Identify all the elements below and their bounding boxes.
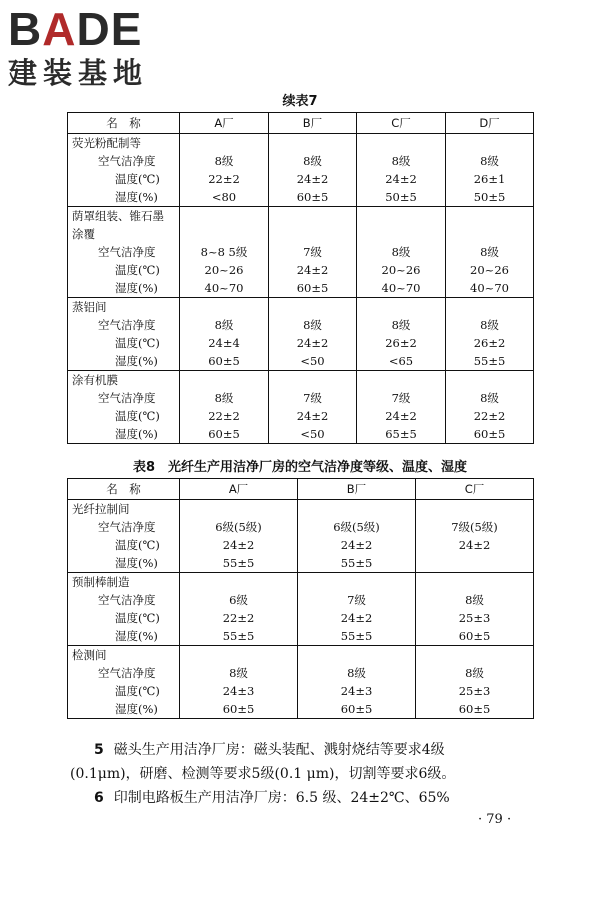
table8-group-title-row — [68, 500, 534, 519]
table7-value-cell: <50 — [269, 425, 357, 444]
table7-empty-cell — [446, 134, 534, 153]
param-temperature: 温度(℃) — [68, 261, 180, 279]
table8-empty-cell — [180, 646, 298, 665]
table7-empty-cell — [446, 207, 534, 226]
table7-group-title: 涂覆 — [68, 225, 180, 243]
logo-subtitle: 建装基地 — [8, 56, 149, 90]
table7-value-cell: 8级 — [357, 316, 446, 334]
table7-data-row — [68, 389, 534, 407]
table7-value-cell: 24±2 — [357, 170, 446, 188]
table8-empty-cell — [416, 500, 534, 519]
table8-data-row — [68, 682, 534, 700]
table7-empty-cell — [357, 207, 446, 226]
table8-value-cell: 22±2 — [180, 609, 298, 627]
table7-group-title-row — [68, 207, 534, 226]
table8-data-row — [68, 700, 534, 719]
table8-value-cell: 55±5 — [298, 554, 416, 573]
table7-empty-cell — [357, 225, 446, 243]
table7-data-row — [68, 261, 534, 279]
table7-data-row — [68, 243, 534, 261]
table8-value-cell: 8级 — [416, 664, 534, 682]
table8-empty-cell — [298, 573, 416, 592]
table8-group-title: 检测间 — [68, 646, 180, 665]
table7-empty-cell — [269, 207, 357, 226]
table7-data-row — [68, 152, 534, 170]
table7-group-title-row — [68, 371, 534, 390]
table7-group-title-row — [68, 225, 534, 243]
param-humidity: 湿度(%) — [68, 425, 180, 444]
table8-group-title: 光纤拉制间 — [68, 500, 180, 519]
table8-data-row — [68, 591, 534, 609]
table7-value-cell: 22±2 — [446, 407, 534, 425]
param-cleanliness: 空气洁净度 — [68, 591, 180, 609]
table8-value-cell: 24±2 — [298, 609, 416, 627]
table7-value-cell: 8~8 5级 — [180, 243, 269, 261]
table8-data-row — [68, 609, 534, 627]
table7-value-cell: 8级 — [446, 243, 534, 261]
table7-data-row — [68, 170, 534, 188]
table8-value-cell: 60±5 — [180, 700, 298, 719]
param-humidity: 湿度(%) — [68, 554, 180, 573]
table8-value-cell: 60±5 — [416, 627, 534, 646]
table8-value-cell: 55±5 — [298, 627, 416, 646]
table7-group-title-row — [68, 134, 534, 153]
table7-value-cell: 24±4 — [180, 334, 269, 352]
table7-value-cell: <80 — [180, 188, 269, 207]
table7-empty-cell — [269, 225, 357, 243]
table8-empty-cell — [416, 646, 534, 665]
table7-value-cell: 7级 — [269, 389, 357, 407]
table7-empty-cell — [180, 134, 269, 153]
table7-value-cell: 24±2 — [269, 334, 357, 352]
table7-value-cell: 22±2 — [180, 170, 269, 188]
param-temperature: 温度(℃) — [68, 609, 180, 627]
param-cleanliness: 空气洁净度 — [68, 316, 180, 334]
table7-value-cell: 26±2 — [357, 334, 446, 352]
param-temperature: 温度(℃) — [68, 407, 180, 425]
table7-header-row — [68, 113, 534, 134]
table7-value-cell: 7级 — [357, 389, 446, 407]
table7-value-cell: 20~26 — [446, 261, 534, 279]
paragraph-5-line-2: (0.1μm)，研磨、检测等要求5级(0.1 μm)，切割等要求6级。 — [70, 766, 456, 782]
table8-header-1: A厂 — [180, 479, 298, 500]
page-number: · 79 · — [478, 812, 512, 827]
table7-empty-cell — [180, 371, 269, 390]
table7-value-cell: 26±1 — [446, 170, 534, 188]
table7-value-cell: 8级 — [180, 316, 269, 334]
table8-value-cell: 6级 — [180, 591, 298, 609]
table7-value-cell: 24±2 — [269, 261, 357, 279]
bade-logo — [8, 4, 148, 90]
table7-empty-cell — [357, 298, 446, 317]
paragraph-5-number: 5 — [94, 742, 104, 758]
table8-value-cell: 7级 — [298, 591, 416, 609]
table7-value-cell: 60±5 — [269, 188, 357, 207]
logo-letter-b: B — [8, 3, 43, 55]
table7-data-row — [68, 316, 534, 334]
table8-data-row — [68, 627, 534, 646]
table8-value-cell: 55±5 — [180, 554, 298, 573]
table8-header-2: B厂 — [298, 479, 416, 500]
table8-group-title: 预制棒制造 — [68, 573, 180, 592]
table8-value-cell: 60±5 — [298, 700, 416, 719]
table8-caption: 表8 光纤生产用洁净厂房的空气洁净度等级、温度、湿度 — [132, 460, 468, 475]
table8 — [67, 478, 534, 719]
table7-group-title: 荧光粉配制等 — [68, 134, 180, 153]
param-temperature: 温度(℃) — [68, 334, 180, 352]
table7-value-cell: 55±5 — [446, 352, 534, 371]
table8-group-title-row — [68, 646, 534, 665]
paragraph-5 — [70, 738, 550, 786]
table7-value-cell: 65±5 — [357, 425, 446, 444]
table7-value-cell: 50±5 — [446, 188, 534, 207]
table7-value-cell: 40~70 — [446, 279, 534, 298]
param-cleanliness: 空气洁净度 — [68, 518, 180, 536]
table7-value-cell: 8级 — [269, 316, 357, 334]
table8-value-cell: 6级(5级) — [180, 518, 298, 536]
table7-value-cell: 60±5 — [446, 425, 534, 444]
table7-value-cell: 8级 — [180, 152, 269, 170]
table8-header-0: 名 称 — [68, 479, 180, 500]
table7-value-cell: 8级 — [446, 152, 534, 170]
table7-empty-cell — [269, 298, 357, 317]
table8-value-cell: 8级 — [416, 591, 534, 609]
table8-value-cell — [416, 554, 534, 573]
table8-value-cell: 24±2 — [180, 536, 298, 554]
table7-group-title: 涂有机膜 — [68, 371, 180, 390]
table7-data-row — [68, 425, 534, 444]
table7-empty-cell — [180, 207, 269, 226]
table8-value-cell: 24±3 — [298, 682, 416, 700]
table8-empty-cell — [298, 500, 416, 519]
table7-group-title: 荫罩组装、锥石墨 — [68, 207, 180, 226]
paragraph-6 — [70, 786, 550, 810]
table8-data-row — [68, 664, 534, 682]
table7 — [67, 112, 534, 444]
param-humidity: 湿度(%) — [68, 352, 180, 371]
table7-empty-cell — [446, 298, 534, 317]
param-cleanliness: 空气洁净度 — [68, 664, 180, 682]
table7-value-cell: 20~26 — [357, 261, 446, 279]
table7-value-cell: 8级 — [269, 152, 357, 170]
table8-value-cell: 6级(5级) — [298, 518, 416, 536]
param-humidity: 湿度(%) — [68, 700, 180, 719]
logo-wordmark — [8, 4, 148, 54]
table8-value-cell: 7级(5级) — [416, 518, 534, 536]
table8-header-row — [68, 479, 534, 500]
table7-value-cell: 20~26 — [180, 261, 269, 279]
param-humidity: 湿度(%) — [68, 279, 180, 298]
table7-data-row — [68, 279, 534, 298]
table7-data-row — [68, 352, 534, 371]
param-humidity: 湿度(%) — [68, 627, 180, 646]
table7-empty-cell — [180, 298, 269, 317]
table8-data-row — [68, 554, 534, 573]
table7-value-cell: 40~70 — [180, 279, 269, 298]
table7-value-cell: 8级 — [180, 389, 269, 407]
table8-value-cell: 24±2 — [298, 536, 416, 554]
table7-data-row — [68, 334, 534, 352]
table8-value-cell: 25±3 — [416, 682, 534, 700]
table7-value-cell: 24±2 — [269, 170, 357, 188]
table7-empty-cell — [180, 225, 269, 243]
table7-value-cell: 24±2 — [357, 407, 446, 425]
table8-empty-cell — [180, 500, 298, 519]
param-humidity: 湿度(%) — [68, 188, 180, 207]
table8-value-cell: 24±3 — [180, 682, 298, 700]
table7-value-cell: <50 — [269, 352, 357, 371]
table7-value-cell: 60±5 — [180, 425, 269, 444]
table7-value-cell: 8级 — [357, 152, 446, 170]
paragraph-5-line-1 — [70, 738, 550, 762]
param-cleanliness: 空气洁净度 — [68, 152, 180, 170]
table7-empty-cell — [446, 371, 534, 390]
param-temperature: 温度(℃) — [68, 536, 180, 554]
table8-value-cell: 55±5 — [180, 627, 298, 646]
table8-value-cell: 8级 — [298, 664, 416, 682]
table7-value-cell: 22±2 — [180, 407, 269, 425]
table7-value-cell: 24±2 — [269, 407, 357, 425]
table7-header-0: 名 称 — [68, 113, 180, 134]
table7-value-cell: <65 — [357, 352, 446, 371]
table7-value-cell: 26±2 — [446, 334, 534, 352]
table7-data-row — [68, 407, 534, 425]
table7-header-1: A厂 — [180, 113, 269, 134]
table7-value-cell: 7级 — [269, 243, 357, 261]
table8-value-cell: 25±3 — [416, 609, 534, 627]
table7-empty-cell — [446, 225, 534, 243]
table7-empty-cell — [357, 134, 446, 153]
param-cleanliness: 空气洁净度 — [68, 243, 180, 261]
param-temperature: 温度(℃) — [68, 170, 180, 188]
table7-caption: 续表7 — [282, 94, 318, 109]
table7-empty-cell — [269, 371, 357, 390]
table7-header-3: C厂 — [357, 113, 446, 134]
table7-group-title: 蒸铝间 — [68, 298, 180, 317]
table7-data-row — [68, 188, 534, 207]
table7-value-cell: 40~70 — [357, 279, 446, 298]
table7-value-cell: 50±5 — [357, 188, 446, 207]
table8-data-row — [68, 518, 534, 536]
table8-empty-cell — [416, 573, 534, 592]
table8-empty-cell — [298, 646, 416, 665]
table8-data-row — [68, 536, 534, 554]
table7-header-4: D厂 — [446, 113, 534, 134]
paragraph-6-text: 印制电路板生产用洁净厂房：6.5 级、24±2℃、65% — [113, 790, 450, 806]
paragraph-6-number: 6 — [94, 790, 104, 806]
table7-group-title-row — [68, 298, 534, 317]
table8-header-3: C厂 — [416, 479, 534, 500]
logo-letters-de: DE — [76, 3, 143, 55]
table8-value-cell: 60±5 — [416, 700, 534, 719]
table7-empty-cell — [269, 134, 357, 153]
logo-letter-a: A — [42, 3, 77, 55]
table7-value-cell: 60±5 — [269, 279, 357, 298]
table7-empty-cell — [357, 371, 446, 390]
table8-empty-cell — [180, 573, 298, 592]
paragraph-6-line-1 — [70, 786, 550, 810]
table8-value-cell: 24±2 — [416, 536, 534, 554]
param-cleanliness: 空气洁净度 — [68, 389, 180, 407]
table7-value-cell: 8级 — [446, 316, 534, 334]
param-temperature: 温度(℃) — [68, 682, 180, 700]
table7-value-cell: 60±5 — [180, 352, 269, 371]
paragraph-5-text-1: 磁头生产用洁净厂房：磁头装配、溅射烧结等要求4级 — [113, 742, 445, 758]
table7-value-cell: 8级 — [446, 389, 534, 407]
table8-group-title-row — [68, 573, 534, 592]
table7-value-cell: 8级 — [357, 243, 446, 261]
table8-value-cell: 8级 — [180, 664, 298, 682]
table7-header-2: B厂 — [269, 113, 357, 134]
